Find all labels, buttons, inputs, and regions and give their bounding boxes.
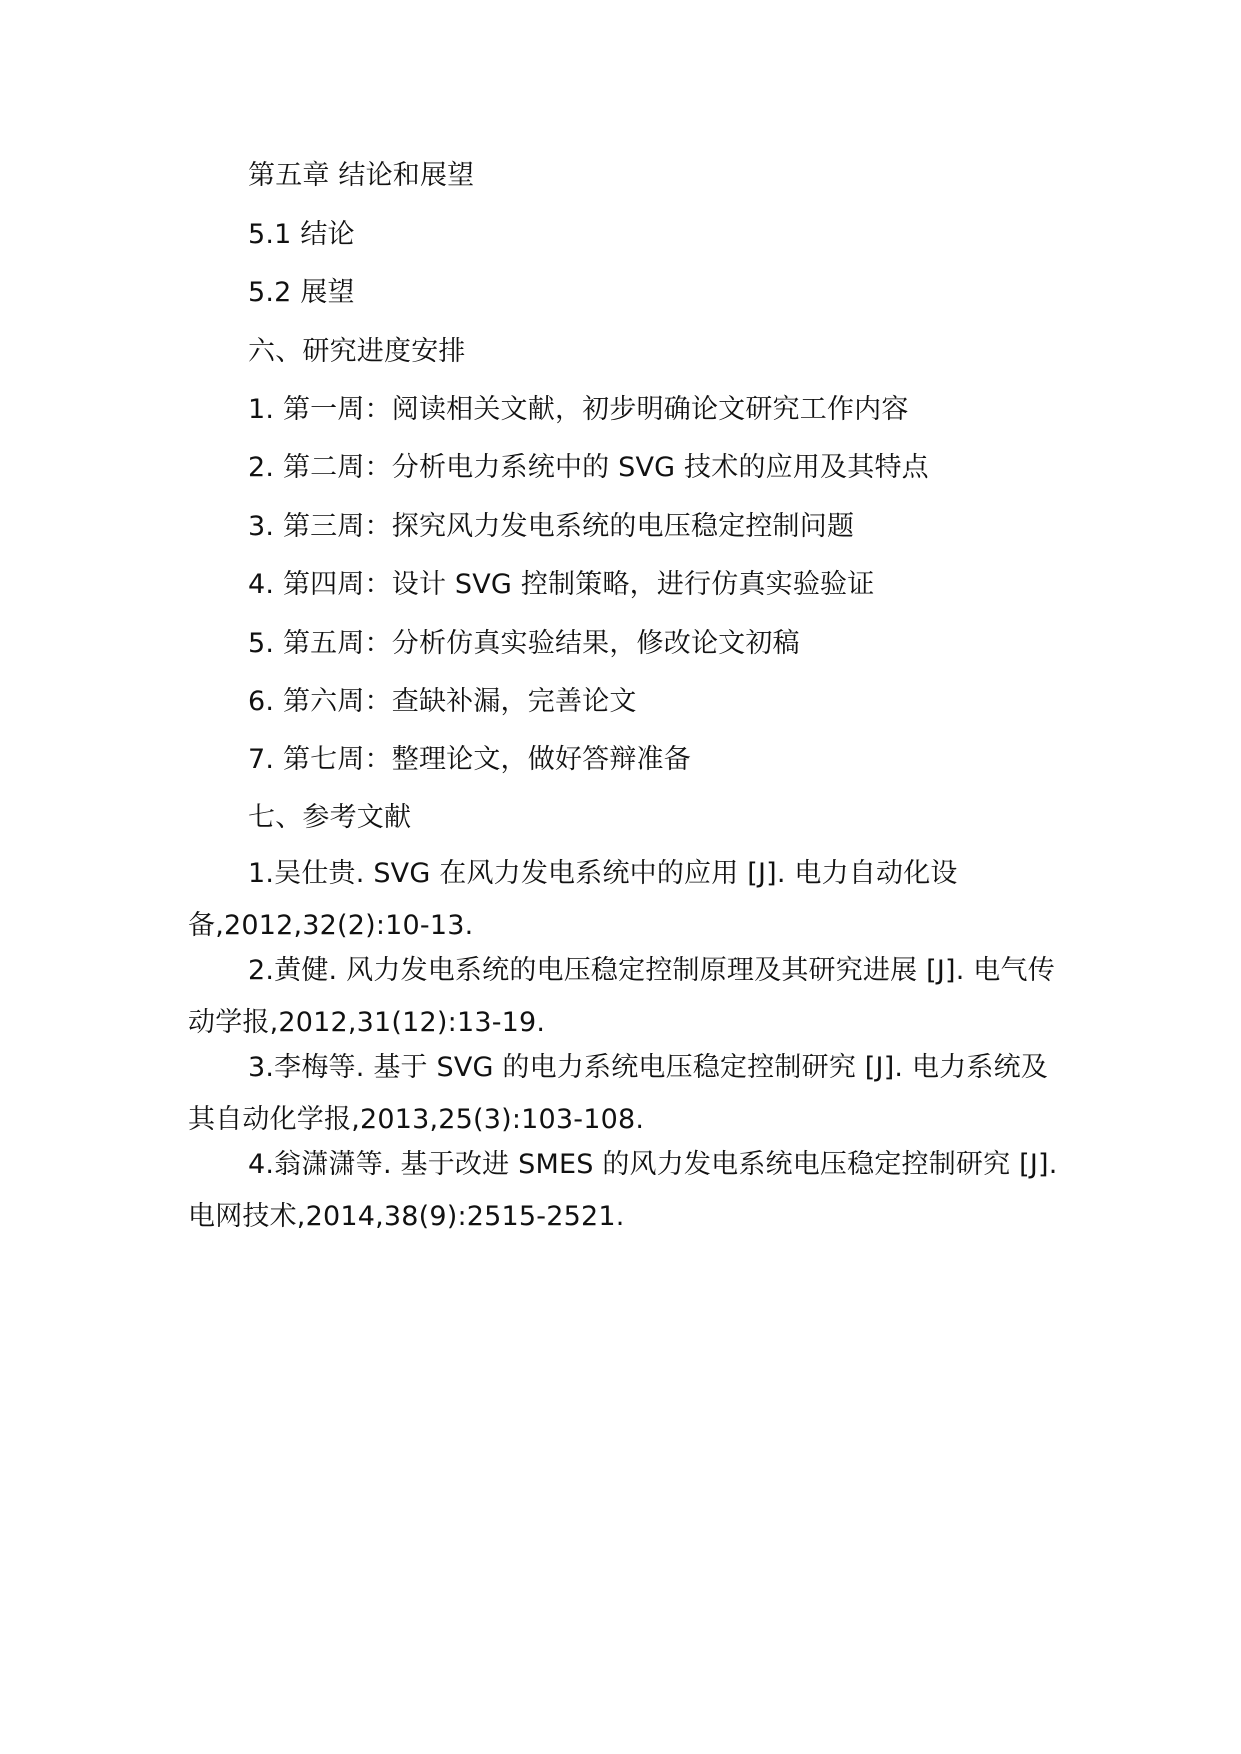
reference-entry: 1.吴仕贵. SVG 在风力发电系统中的应用 [J]. 电力自动化设备,2012,32(2):10-13.	[188, 858, 958, 941]
schedule-item: 3. 第三周：探究风力发电系统的电压稳定控制问题	[248, 511, 855, 542]
schedule-item: 4. 第四周：设计 SVG 控制策略，进行仿真实验验证	[248, 569, 875, 600]
reference-entry: 2.黄健. 风力发电系统的电压稳定控制原理及其研究进展 [J]. 电气传动学报,2012,31(12):13-19.	[188, 955, 1055, 1038]
reference-entry: 4.翁潇潇等. 基于改进 SMES 的风力发电系统电压稳定控制研究 [J]. 电网技术,2014,38(9):2515-2521.	[188, 1149, 1058, 1232]
schedule-item: 5. 第五周：分析仿真实验结果，修改论文初稿	[248, 628, 800, 659]
section-5-1-heading: 5.1 结论	[248, 219, 355, 250]
schedule-item: 2. 第二周：分析电力系统中的 SVG 技术的应用及其特点	[248, 452, 929, 483]
schedule-heading: 六、研究进度安排	[248, 336, 466, 367]
schedule-item: 1. 第一周：阅读相关文献，初步明确论文研究工作内容	[248, 394, 909, 425]
chapter5-heading: 第五章 结论和展望	[248, 160, 475, 191]
reference-entry: 3.李梅等. 基于 SVG 的电力系统电压稳定控制研究 [J]. 电力系统及其自动化学报,2013,25(3):103-108.	[188, 1052, 1048, 1135]
schedule-item: 7. 第七周：整理论文，做好答辩准备	[248, 744, 691, 775]
schedule-item: 6. 第六周：查缺补漏，完善论文	[248, 686, 637, 717]
references-heading: 七、参考文献	[248, 802, 412, 833]
section-5-2-heading: 5.2 展望	[248, 277, 355, 308]
